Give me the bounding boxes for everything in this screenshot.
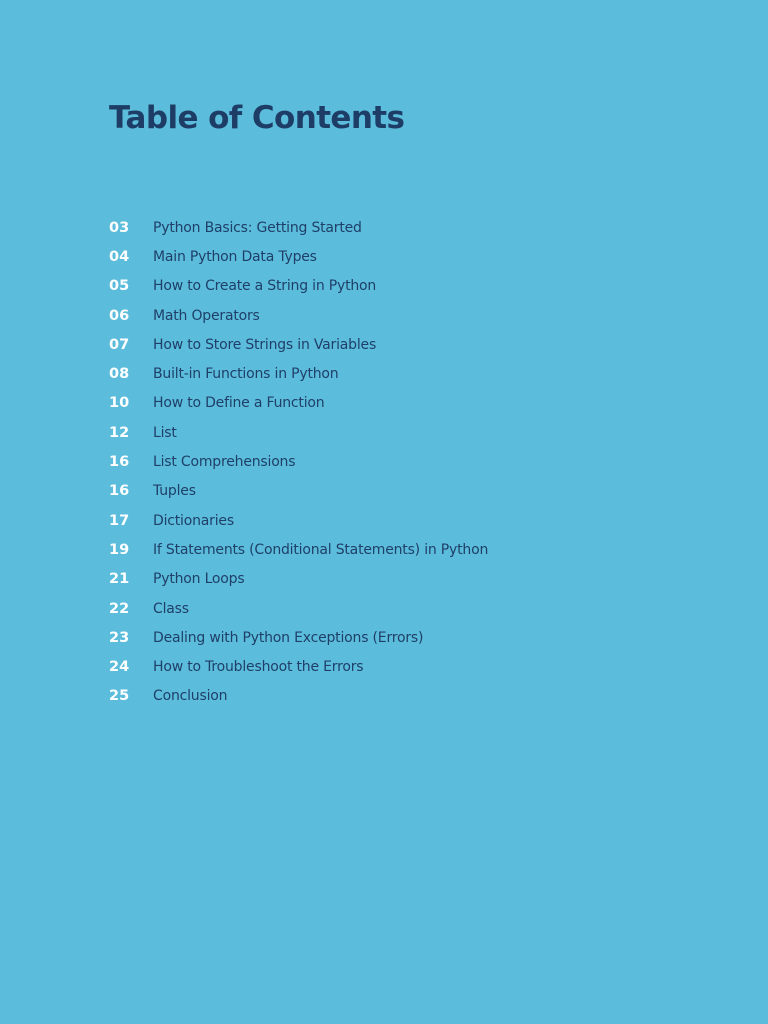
toc-page-number: 10 [109, 395, 130, 412]
toc-page-number: 21 [109, 571, 130, 588]
toc-page-number: 25 [109, 688, 130, 705]
toc-item[interactable] [109, 506, 488, 535]
toc-item[interactable] [109, 359, 488, 388]
toc-item-label: Built-in Functions in Python [153, 366, 339, 383]
toc-item-label: Tuples [153, 483, 196, 500]
toc-item-label: Dealing with Python Exceptions (Errors) [153, 629, 424, 646]
toc-item[interactable] [109, 565, 488, 594]
toc-page-number: 06 [109, 307, 130, 324]
toc-item[interactable] [109, 682, 488, 711]
toc-page-number: 24 [109, 659, 130, 676]
toc-page-number: 23 [109, 629, 130, 646]
toc-page-number: 19 [109, 541, 130, 558]
toc-item-label: How to Define a Function [153, 395, 325, 412]
toc-page-number: 08 [109, 366, 130, 383]
toc-page-number: 05 [109, 278, 130, 295]
toc-item-label: Python Loops [153, 571, 245, 588]
toc-item-label: Dictionaries [153, 512, 234, 529]
toc-item-label: Python Basics: Getting Started [153, 219, 362, 236]
toc-item[interactable] [109, 272, 488, 301]
toc-item[interactable] [109, 330, 488, 359]
toc-item[interactable] [109, 418, 488, 447]
toc-item-label: How to Create a String in Python [153, 278, 377, 295]
toc-item[interactable] [109, 213, 488, 242]
toc-page-number: 16 [109, 483, 130, 500]
toc-item[interactable] [109, 535, 488, 564]
toc-item-label: List [153, 424, 177, 441]
toc-page-number: 17 [109, 512, 130, 529]
toc-page-number: 03 [109, 219, 130, 236]
toc-item-label: How to Store Strings in Variables [153, 336, 377, 353]
toc-item[interactable] [109, 447, 488, 476]
toc-item-label: Conclusion [153, 688, 228, 705]
toc-page-number: 04 [109, 248, 130, 265]
toc-item-label: If Statements (Conditional Statements) in Python [153, 541, 489, 558]
toc-item[interactable] [109, 301, 488, 330]
toc-item[interactable] [109, 594, 488, 623]
toc-item[interactable] [109, 652, 488, 681]
toc-page-number: 07 [109, 336, 130, 353]
toc-item[interactable] [109, 477, 488, 506]
toc-page-number: 22 [109, 600, 130, 617]
toc-item-label: Math Operators [153, 307, 260, 324]
toc-item-label: Main Python Data Types [153, 248, 317, 265]
toc-item-label: How to Troubleshoot the Errors [153, 659, 364, 676]
toc-item[interactable] [109, 242, 488, 271]
toc-list [109, 213, 488, 711]
toc-page-number: 12 [109, 424, 130, 441]
toc-item[interactable] [109, 389, 488, 418]
toc-item-label: Class [153, 600, 189, 617]
toc-page-number: 16 [109, 454, 130, 471]
toc-item[interactable] [109, 623, 488, 652]
page-title: Table of Contents [109, 100, 405, 136]
toc-item-label: List Comprehensions [153, 454, 296, 471]
